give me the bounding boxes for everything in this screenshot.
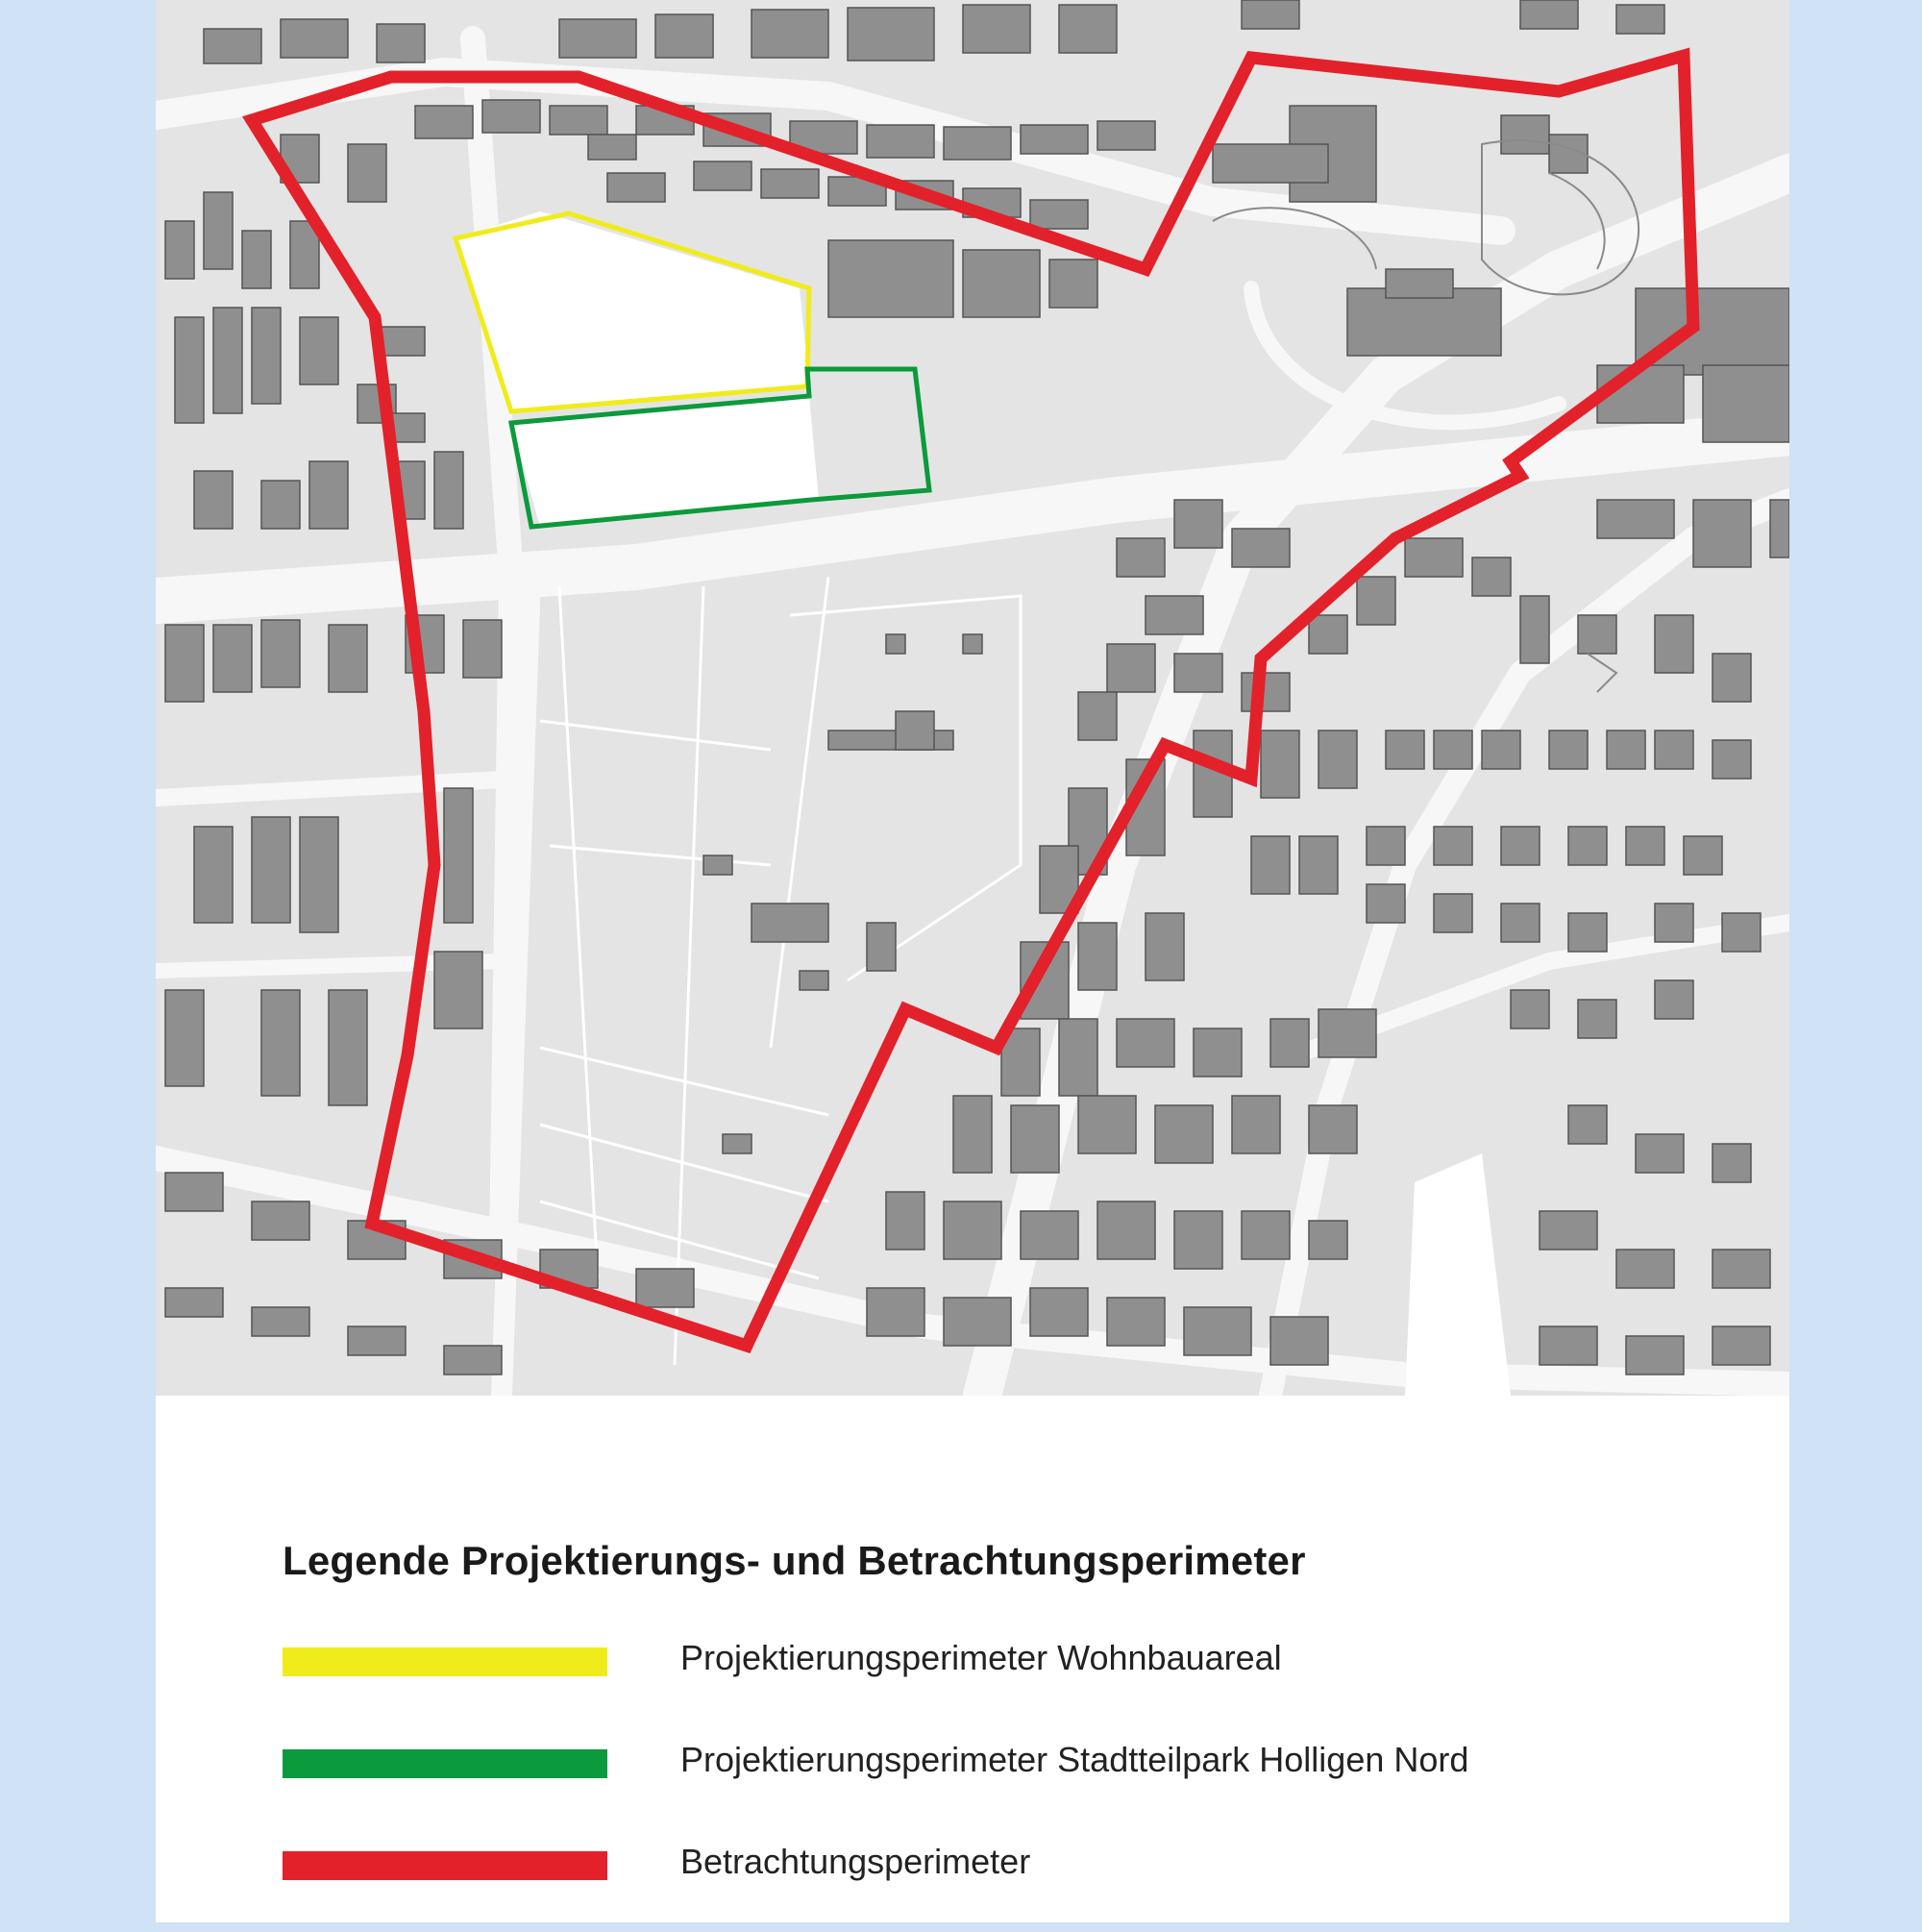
legend-swatch-yellow [283,1647,607,1676]
legend-item-betrachtung [283,1830,1724,1932]
legend-swatch-green [283,1749,607,1778]
legend-swatch-red [283,1851,607,1880]
map-legend [283,1538,1724,1932]
legend-label-stadtteilpark: Projektierungsperimeter Stadtteilpark Holligen Nord [680,1740,1469,1779]
legend-item-stadtteilpark [283,1728,1724,1830]
legend-label-wohnbauareal: Projektierungsperimeter Wohnbauareal [680,1638,1282,1677]
site-plan-map [156,0,1789,1396]
legend-title: Legende Projektierungs- und Betrachtungsperimeter [283,1538,1306,1583]
legend-item-wohnbauareal [283,1626,1724,1728]
legend-label-betrachtung: Betrachtungsperimeter [680,1842,1031,1881]
